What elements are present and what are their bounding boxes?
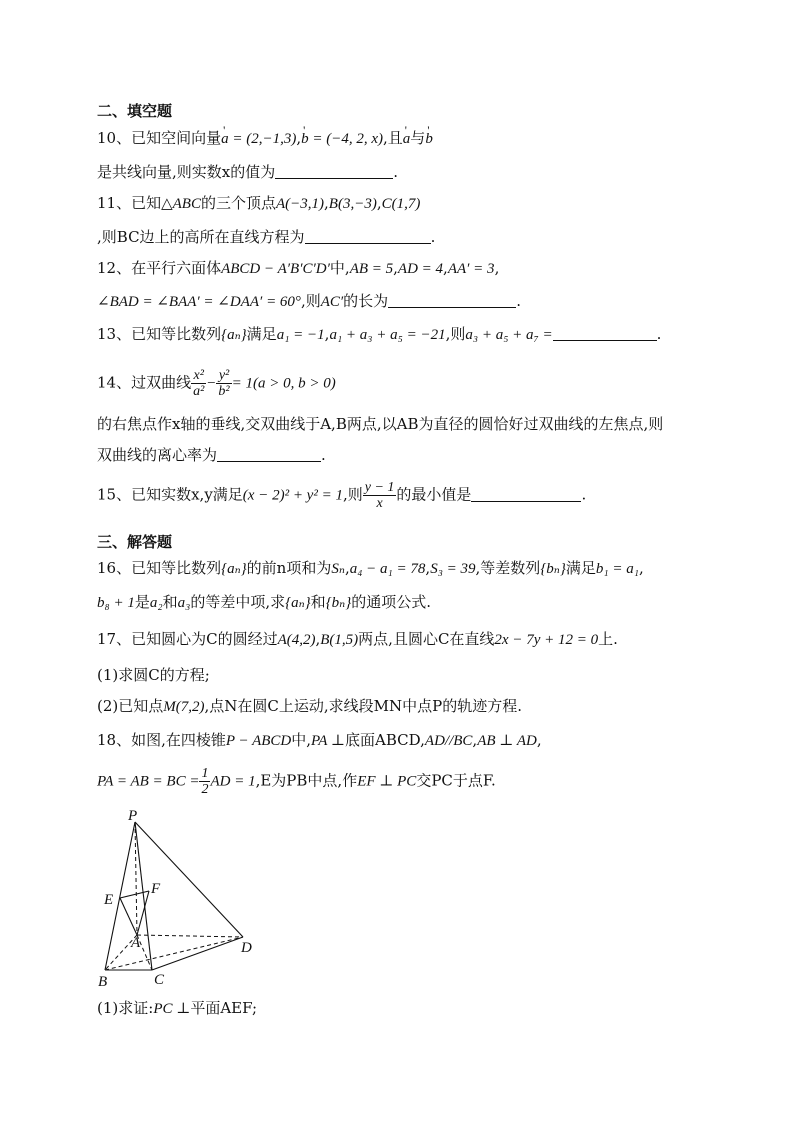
q18-text4: ,E为PB中点,作: [255, 771, 358, 790]
q18-ef-perp: EF ⊥ PC: [357, 773, 417, 790]
q18-text3: 底面ABCD,: [345, 731, 425, 749]
q14-line1: [97, 368, 336, 399]
q16-seq-a: {aₙ}: [221, 561, 247, 577]
q16-seq-b: {bₙ}: [540, 561, 566, 577]
q17-line1: [97, 629, 618, 650]
q16-diff: a₄ − a₁ = 78: [349, 561, 426, 577]
q13-text2: 满足: [246, 325, 277, 343]
q17-text3: 上.: [598, 630, 618, 648]
q15-den: x: [376, 496, 383, 511]
q10-text: 10、已知空间向量: [97, 129, 222, 147]
q18-line1: [97, 730, 542, 751]
q16-text3: ,等差数列: [475, 559, 541, 577]
q17-text2: 两点,且圆心C在直线: [358, 630, 495, 648]
q17-part1: (1)求圆C的方程;: [97, 666, 210, 684]
q12-text3: ,则: [300, 292, 321, 310]
q16-b8: b₈ + 1: [97, 595, 135, 611]
q10-a-ref: ' a: [403, 129, 411, 149]
q16-text8: 和: [310, 593, 326, 611]
q16-s3: S₃ = 39: [430, 561, 476, 577]
q12-solid: ABCD − A′B′C′D′: [221, 261, 330, 277]
q13-text3: ,则: [445, 325, 466, 343]
q17-part2-text2: ,点N在圆C上运动,求线段MN中点P的轨迹方程.: [204, 697, 522, 715]
q18-part1-text: (1)求证:: [97, 999, 154, 1017]
q18-text2: 中,: [291, 731, 312, 749]
edge-ad-hidden: [137, 935, 243, 937]
q14-answer-blank[interactable]: [217, 447, 321, 462]
q18-sep: ,: [472, 731, 478, 749]
q12-sep1: ,: [393, 259, 398, 277]
q17-point-m: M(7,2): [163, 699, 205, 715]
q16-text7: 的等差中项,求: [190, 593, 286, 611]
q14-text: 14、过双曲线: [97, 373, 192, 392]
q13-seq: {aₙ}: [221, 327, 247, 343]
q15-frac: [363, 480, 397, 511]
q15-num: y − 1: [364, 480, 395, 495]
section-answer-title: 三、解答题: [97, 533, 173, 551]
q10-vector-b: ' b = (−4, 2, x): [301, 129, 383, 149]
q13-text: 13、已知等比数列: [97, 325, 222, 343]
edge-pd: [135, 822, 243, 937]
q14-line3: 双曲线的离心率为 .: [97, 446, 326, 464]
q18-den: 2: [201, 782, 209, 797]
q18-text5: 交PC于点F.: [416, 771, 496, 790]
label-e: E: [104, 892, 114, 908]
q15-text2: ,则: [342, 485, 363, 504]
q10-line1: [97, 128, 433, 149]
q11-point-c: C(1,7): [381, 196, 421, 212]
q15-answer-blank[interactable]: [471, 487, 581, 502]
q18-text: 18、如图,在四棱锥: [97, 731, 226, 749]
q18-pc-perp: PC ⊥: [153, 1001, 191, 1017]
q17-line-eq: 2x − 7y + 12 = 0: [494, 632, 599, 648]
q18-line2: [97, 766, 496, 797]
q10-sep: ,: [296, 129, 302, 147]
q16-sn: Sₙ: [331, 561, 345, 577]
q10-answer-blank[interactable]: [275, 164, 393, 179]
q16-seq-b2: {bₙ}: [325, 595, 352, 611]
q12-question: 的长为: [343, 292, 389, 310]
q16-text6: 和: [162, 593, 178, 611]
q16-a3: a₃: [177, 595, 191, 611]
q11-sep2: ,: [376, 194, 382, 212]
segment-ef: [120, 891, 149, 898]
q18-pa-perp: PA ⊥: [311, 733, 346, 749]
q17-part2: [97, 696, 522, 717]
label-d: D: [241, 940, 252, 956]
q11-text: 11、已知: [97, 194, 162, 212]
q10-text2: ,且: [383, 129, 403, 147]
q10-vector-a: ' a = (2,−1,3): [221, 129, 296, 149]
edge-cd: [152, 937, 243, 970]
q15-line: 15、已知实数x,y满足(x − 2)² + y² = 1,则 $\frac{y - 1}{x}$ 的最小值是 .: [97, 480, 587, 511]
q18-parallel: AD//BC: [424, 733, 473, 749]
q17-point-b: B(1,5): [320, 632, 359, 648]
q18-part1: [97, 998, 257, 1019]
q16-seq-a2: {aₙ}: [285, 595, 311, 611]
q15-question: 的最小值是: [396, 485, 472, 504]
q13-line: 13、已知等比数列{aₙ}满足a₁ = −1,a₁ + a₃ + a₅ = −21,则a₃ + a₅ + a₇ = .: [97, 325, 662, 343]
q12-ab: AB = 5: [349, 261, 394, 277]
q13-sep: ,: [324, 325, 330, 343]
q16-text9: 的通项公式.: [351, 593, 432, 611]
q17-point-a: A(4,2): [277, 632, 316, 648]
q12-angles: ∠BAD = ∠BAA′ = ∠DAA′ = 60°: [97, 294, 301, 310]
q16-sep3: ,: [638, 559, 644, 577]
q11-point-a: A(−3,1): [275, 196, 325, 212]
q16-text4: 满足: [565, 559, 596, 577]
q11-sep1: ,: [324, 194, 329, 212]
q16-sep1: ,: [344, 559, 350, 577]
q18-lengths: PA = AB = BC =: [97, 773, 200, 790]
label-a: A: [131, 935, 141, 951]
q16-b1: b₁ = a₁: [595, 561, 639, 577]
q18-sep2: ,: [536, 731, 542, 749]
q14-a2: a²: [193, 384, 205, 399]
q11-text2: 的三个顶点: [200, 194, 276, 212]
q16-a2: a₂: [149, 595, 163, 611]
q11-line2: ,则BC边上的高所在直线方程为 .: [97, 228, 436, 246]
q18-half: [199, 766, 210, 797]
q12-aa: AA′ = 3: [447, 261, 495, 277]
q12-ac: AC′: [320, 294, 344, 310]
label-f: F: [151, 881, 161, 897]
q13-sum: a₁ + a₃ + a₅ = −21: [329, 327, 446, 343]
edge-bd-hidden: [105, 937, 243, 970]
label-p: P: [128, 810, 138, 824]
q13-target: a₃ + a₅ + a₇ =: [465, 327, 553, 343]
q10-b-ref: ' b: [425, 129, 433, 149]
q11-question: ,则BC边上的高所在直线方程为: [97, 228, 305, 246]
q10-text3: 与: [410, 129, 426, 147]
q14-line2: 的右焦点作x轴的垂线,交双曲线于A,B两点,以AB为直径的圆恰好过双曲线的左焦点,则: [97, 415, 664, 433]
q18-pyramid: P − ABCD: [225, 733, 292, 749]
q16-line2: [97, 592, 431, 613]
q17-sep: ,: [315, 630, 321, 648]
label-b: B: [98, 974, 108, 990]
q16-text5: 是: [134, 593, 150, 611]
q18-ad: AD = 1: [210, 773, 256, 790]
q16-text: 16、已知等比数列: [97, 559, 222, 577]
q14-y2: y²: [216, 368, 231, 384]
q18-num: 1: [201, 766, 209, 781]
q12-sep3: ,: [494, 259, 500, 277]
segment-ea: [120, 898, 137, 935]
q14-x2: x²: [191, 368, 206, 384]
q11-line1: [97, 193, 420, 214]
pyramid-figure: [96, 810, 266, 990]
q13-a1: a₁ = −1: [276, 327, 325, 343]
label-c: C: [154, 972, 165, 988]
q16-text2: 的前n项和为: [246, 559, 332, 577]
q10-line2: 是共线向量,则实数x的值为 .: [97, 163, 399, 181]
q12-text: 12、在平行六面体: [97, 259, 222, 277]
q18-part1-text2: 平面AEF;: [190, 999, 258, 1017]
q14-eq: = 1(a > 0, b > 0): [231, 375, 336, 392]
q12-answer-blank[interactable]: [388, 293, 516, 308]
q12-ad: AD = 4: [397, 261, 444, 277]
q12-sep2: ,: [443, 259, 448, 277]
q11-answer-blank[interactable]: [305, 229, 431, 244]
q16-line1: [97, 558, 644, 579]
q12-line1: [97, 258, 499, 279]
q17-part2-text: (2)已知点: [97, 697, 164, 715]
q14-minus: −: [206, 375, 217, 392]
q15-text: 15、已知实数x,y满足: [97, 485, 243, 504]
q10-question: 是共线向量,则实数x的值为: [97, 163, 276, 181]
q18-ab-perp: AB ⊥ AD: [477, 733, 537, 749]
section-fill-in-title: 二、填空题: [97, 102, 173, 120]
q12-text2: 中,: [329, 259, 350, 277]
q17-text: 17、已知圆心为C的圆经过: [97, 630, 278, 648]
q16-sep2: ,: [425, 559, 431, 577]
q14-frac-y: [216, 368, 231, 399]
q14-frac-x: [191, 368, 206, 399]
q14-question: 双曲线的离心率为: [97, 446, 218, 464]
q15-circle: (x − 2)² + y² = 1: [242, 487, 343, 504]
q14-b2: b²: [218, 384, 230, 399]
q11-triangle: △ABC: [161, 196, 201, 212]
q11-point-b: B(3,−3): [328, 196, 377, 212]
q13-answer-blank[interactable]: [553, 326, 657, 341]
q12-line2: ∠BAD = ∠BAA′ = ∠DAA′ = 60°,则AC′的长为 .: [97, 292, 521, 310]
